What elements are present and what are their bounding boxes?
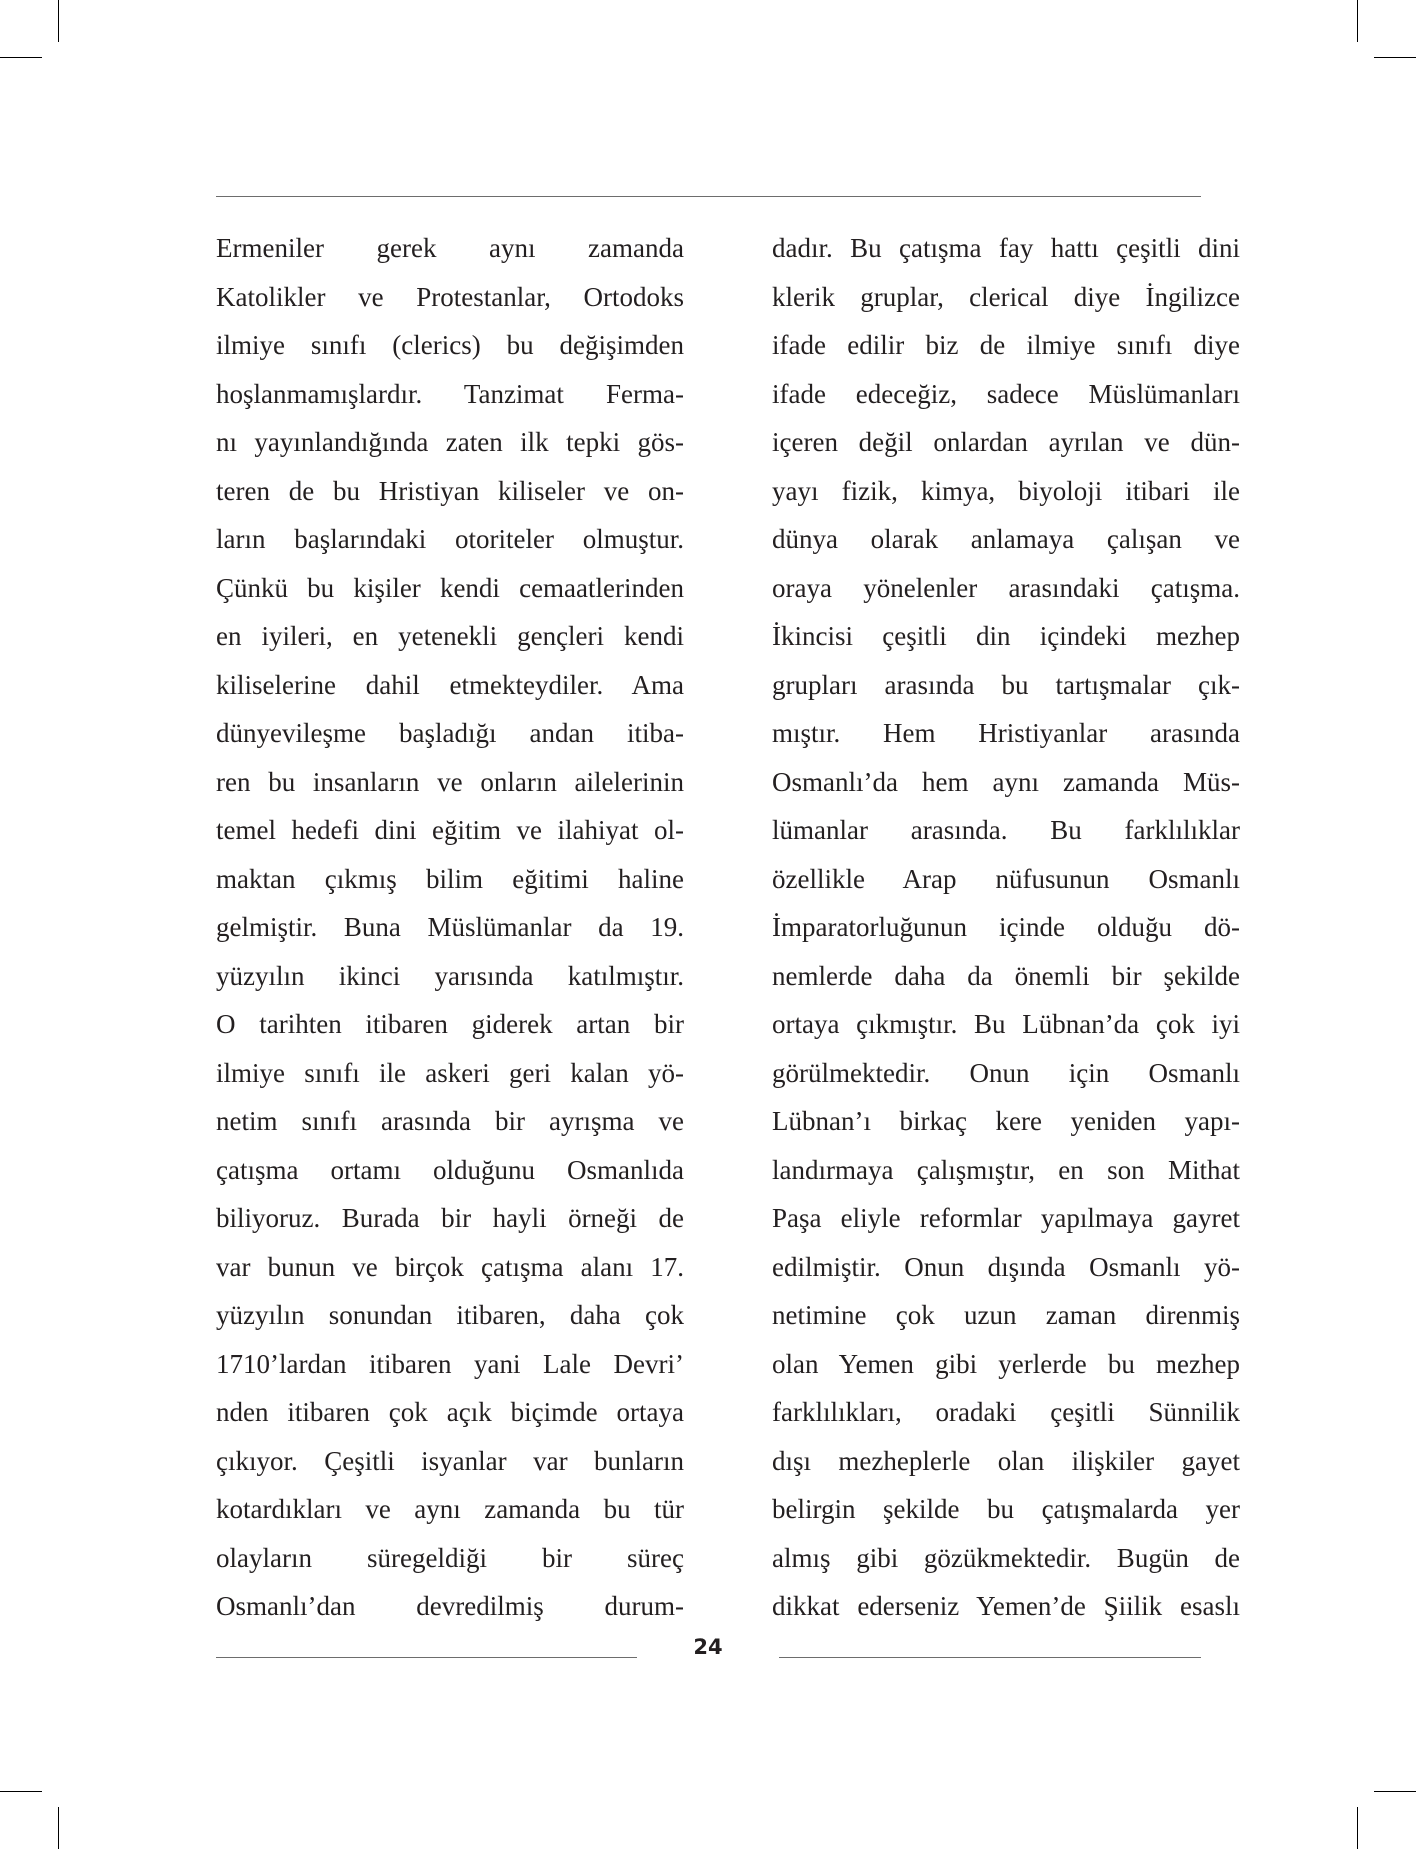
footer-rule-left (216, 1657, 637, 1658)
crop-mark-top-left-horizontal (0, 57, 42, 58)
text-line: kiliselerine dahil etmekteydiler. Ama (216, 669, 684, 700)
text-line: grupları arasında bu tartışmalar çık- (772, 669, 1240, 700)
crop-mark-top-right-horizontal (1374, 57, 1416, 58)
text-line: İkincisi çeşitli din içindeki mezhep (772, 621, 1240, 651)
crop-mark-top-right-vertical (1357, 0, 1358, 42)
text-line: Osmanlı’dan devredilmiş durum- (216, 1591, 684, 1621)
text-line: ların başlarındaki otoriteler olmuştur. (216, 524, 684, 554)
text-line: dünyevileşme başladığı andan itiba- (216, 718, 684, 748)
text-line: mıştır. Hem Hristiyanlar arasında (772, 718, 1240, 748)
text-line: oraya yönelenler arasındaki çatışma. (772, 572, 1240, 603)
text-line: yayı fizik, kimya, biyoloji itibari ile (772, 475, 1240, 506)
text-line: ifade edeceğiz, sadece Müslümanları (772, 378, 1240, 409)
text-line: en iyileri, en yetenekli gençleri kendi (216, 621, 684, 651)
left-text-column (216, 228, 684, 1635)
text-line: çatışma ortamı olduğunu Osmanlıda (216, 1154, 684, 1185)
crop-mark-top-left-vertical (58, 0, 59, 42)
footer-rule-right (779, 1657, 1201, 1658)
crop-mark-bottom-right-horizontal (1374, 1791, 1416, 1792)
text-line: O tarihten itibaren giderek artan bir (216, 1009, 684, 1039)
text-line: ren bu insanların ve onların ailelerinin (216, 766, 684, 797)
text-line: 1710’lardan itibaren yani Lale Devri’ (216, 1348, 684, 1379)
text-line: Çünkü bu kişiler kendi cemaatlerinden (216, 572, 684, 603)
text-line: İmparatorluğunun içinde olduğu dö- (772, 912, 1240, 942)
text-line: lümanlar arasında. Bu farklılıklar (772, 815, 1240, 845)
text-line: çıkıyor. Çeşitli isyanlar var bunların (216, 1445, 684, 1476)
crop-mark-bottom-left-horizontal (0, 1791, 42, 1792)
text-line: nı yayınlandığında zaten ilk tepki gös- (216, 427, 684, 457)
text-line: ilmiye sınıfı ile askeri geri kalan yö- (216, 1057, 684, 1088)
text-line: özellikle Arap nüfusunun Osmanlı (772, 863, 1240, 894)
text-line: maktan çıkmış bilim eğitimi haline (216, 863, 684, 894)
text-line: hoşlanmamışlardır. Tanzimat Ferma- (216, 378, 684, 409)
text-line: Lübnan’ı birkaç kere yeniden yapı- (772, 1106, 1240, 1136)
text-line: teren de bu Hristiyan kiliseler ve on- (216, 475, 684, 506)
text-line: klerik gruplar, clerical diye İngilizce (772, 281, 1240, 312)
text-line: görülmektedir. Onun için Osmanlı (772, 1057, 1240, 1088)
text-line: içeren değil onlardan ayrılan ve dün- (772, 427, 1240, 457)
text-line: nden itibaren çok açık biçimde ortaya (216, 1397, 684, 1427)
text-line: netimine çok uzun zaman direnmiş (772, 1300, 1240, 1330)
text-line: temel hedefi dini eğitim ve ilahiyat ol- (216, 815, 684, 845)
text-line: biliyoruz. Burada bir hayli örneği de (216, 1203, 684, 1233)
text-line: almış gibi gözükmektedir. Bugün de (772, 1542, 1240, 1573)
text-line: belirgin şekilde bu çatışmalarda yer (772, 1494, 1240, 1524)
text-line: yüzyılın sonundan itibaren, daha çok (216, 1300, 684, 1330)
text-line: ifade edilir biz de ilmiye sınıfı diye (772, 330, 1240, 360)
text-line: Katolikler ve Protestanlar, Ortodoks (216, 281, 684, 312)
text-line: netim sınıfı arasında bir ayrışma ve (216, 1106, 684, 1136)
text-line: dünya olarak anlamaya çalışan ve (772, 524, 1240, 554)
text-line: Paşa eliyle reformlar yapılmaya gayret (772, 1203, 1240, 1233)
text-line: kotardıkları ve aynı zamanda bu tür (216, 1494, 684, 1524)
text-line: ortaya çıkmıştır. Bu Lübnan’da çok iyi (772, 1009, 1240, 1039)
crop-mark-bottom-right-vertical (1357, 1807, 1358, 1849)
text-line: ilmiye sınıfı (clerics) bu değişimden (216, 330, 684, 360)
text-line: Osmanlı’da hem aynı zamanda Müs- (772, 766, 1240, 797)
page-number: 24 (693, 1635, 723, 1659)
text-line: dikkat ederseniz Yemen’de Şiilik esaslı (772, 1591, 1240, 1621)
text-line: dadır. Bu çatışma fay hattı çeşitli dini (772, 233, 1240, 263)
text-line: farklılıkları, oradaki çeşitli Sünnilik (772, 1397, 1240, 1427)
crop-mark-bottom-left-vertical (58, 1807, 59, 1849)
text-line: nemlerde daha da önemli bir şekilde (772, 960, 1240, 991)
text-line: Ermeniler gerek aynı zamanda (216, 233, 684, 263)
text-line: gelmiştir. Buna Müslümanlar da 19. (216, 912, 684, 942)
text-line: dışı mezheplerle olan ilişkiler gayet (772, 1445, 1240, 1476)
right-text-column (772, 228, 1240, 1635)
text-line: edilmiştir. Onun dışında Osmanlı yö- (772, 1251, 1240, 1282)
text-line: olan Yemen gibi yerlerde bu mezhep (772, 1348, 1240, 1379)
text-line: yüzyılın ikinci yarısında katılmıştır. (216, 960, 684, 991)
header-rule (216, 196, 1201, 197)
text-line: landırmaya çalışmıştır, en son Mithat (772, 1154, 1240, 1185)
text-line: var bunun ve birçok çatışma alanı 17. (216, 1251, 684, 1282)
text-line: olayların süregeldiği bir süreç (216, 1542, 684, 1573)
